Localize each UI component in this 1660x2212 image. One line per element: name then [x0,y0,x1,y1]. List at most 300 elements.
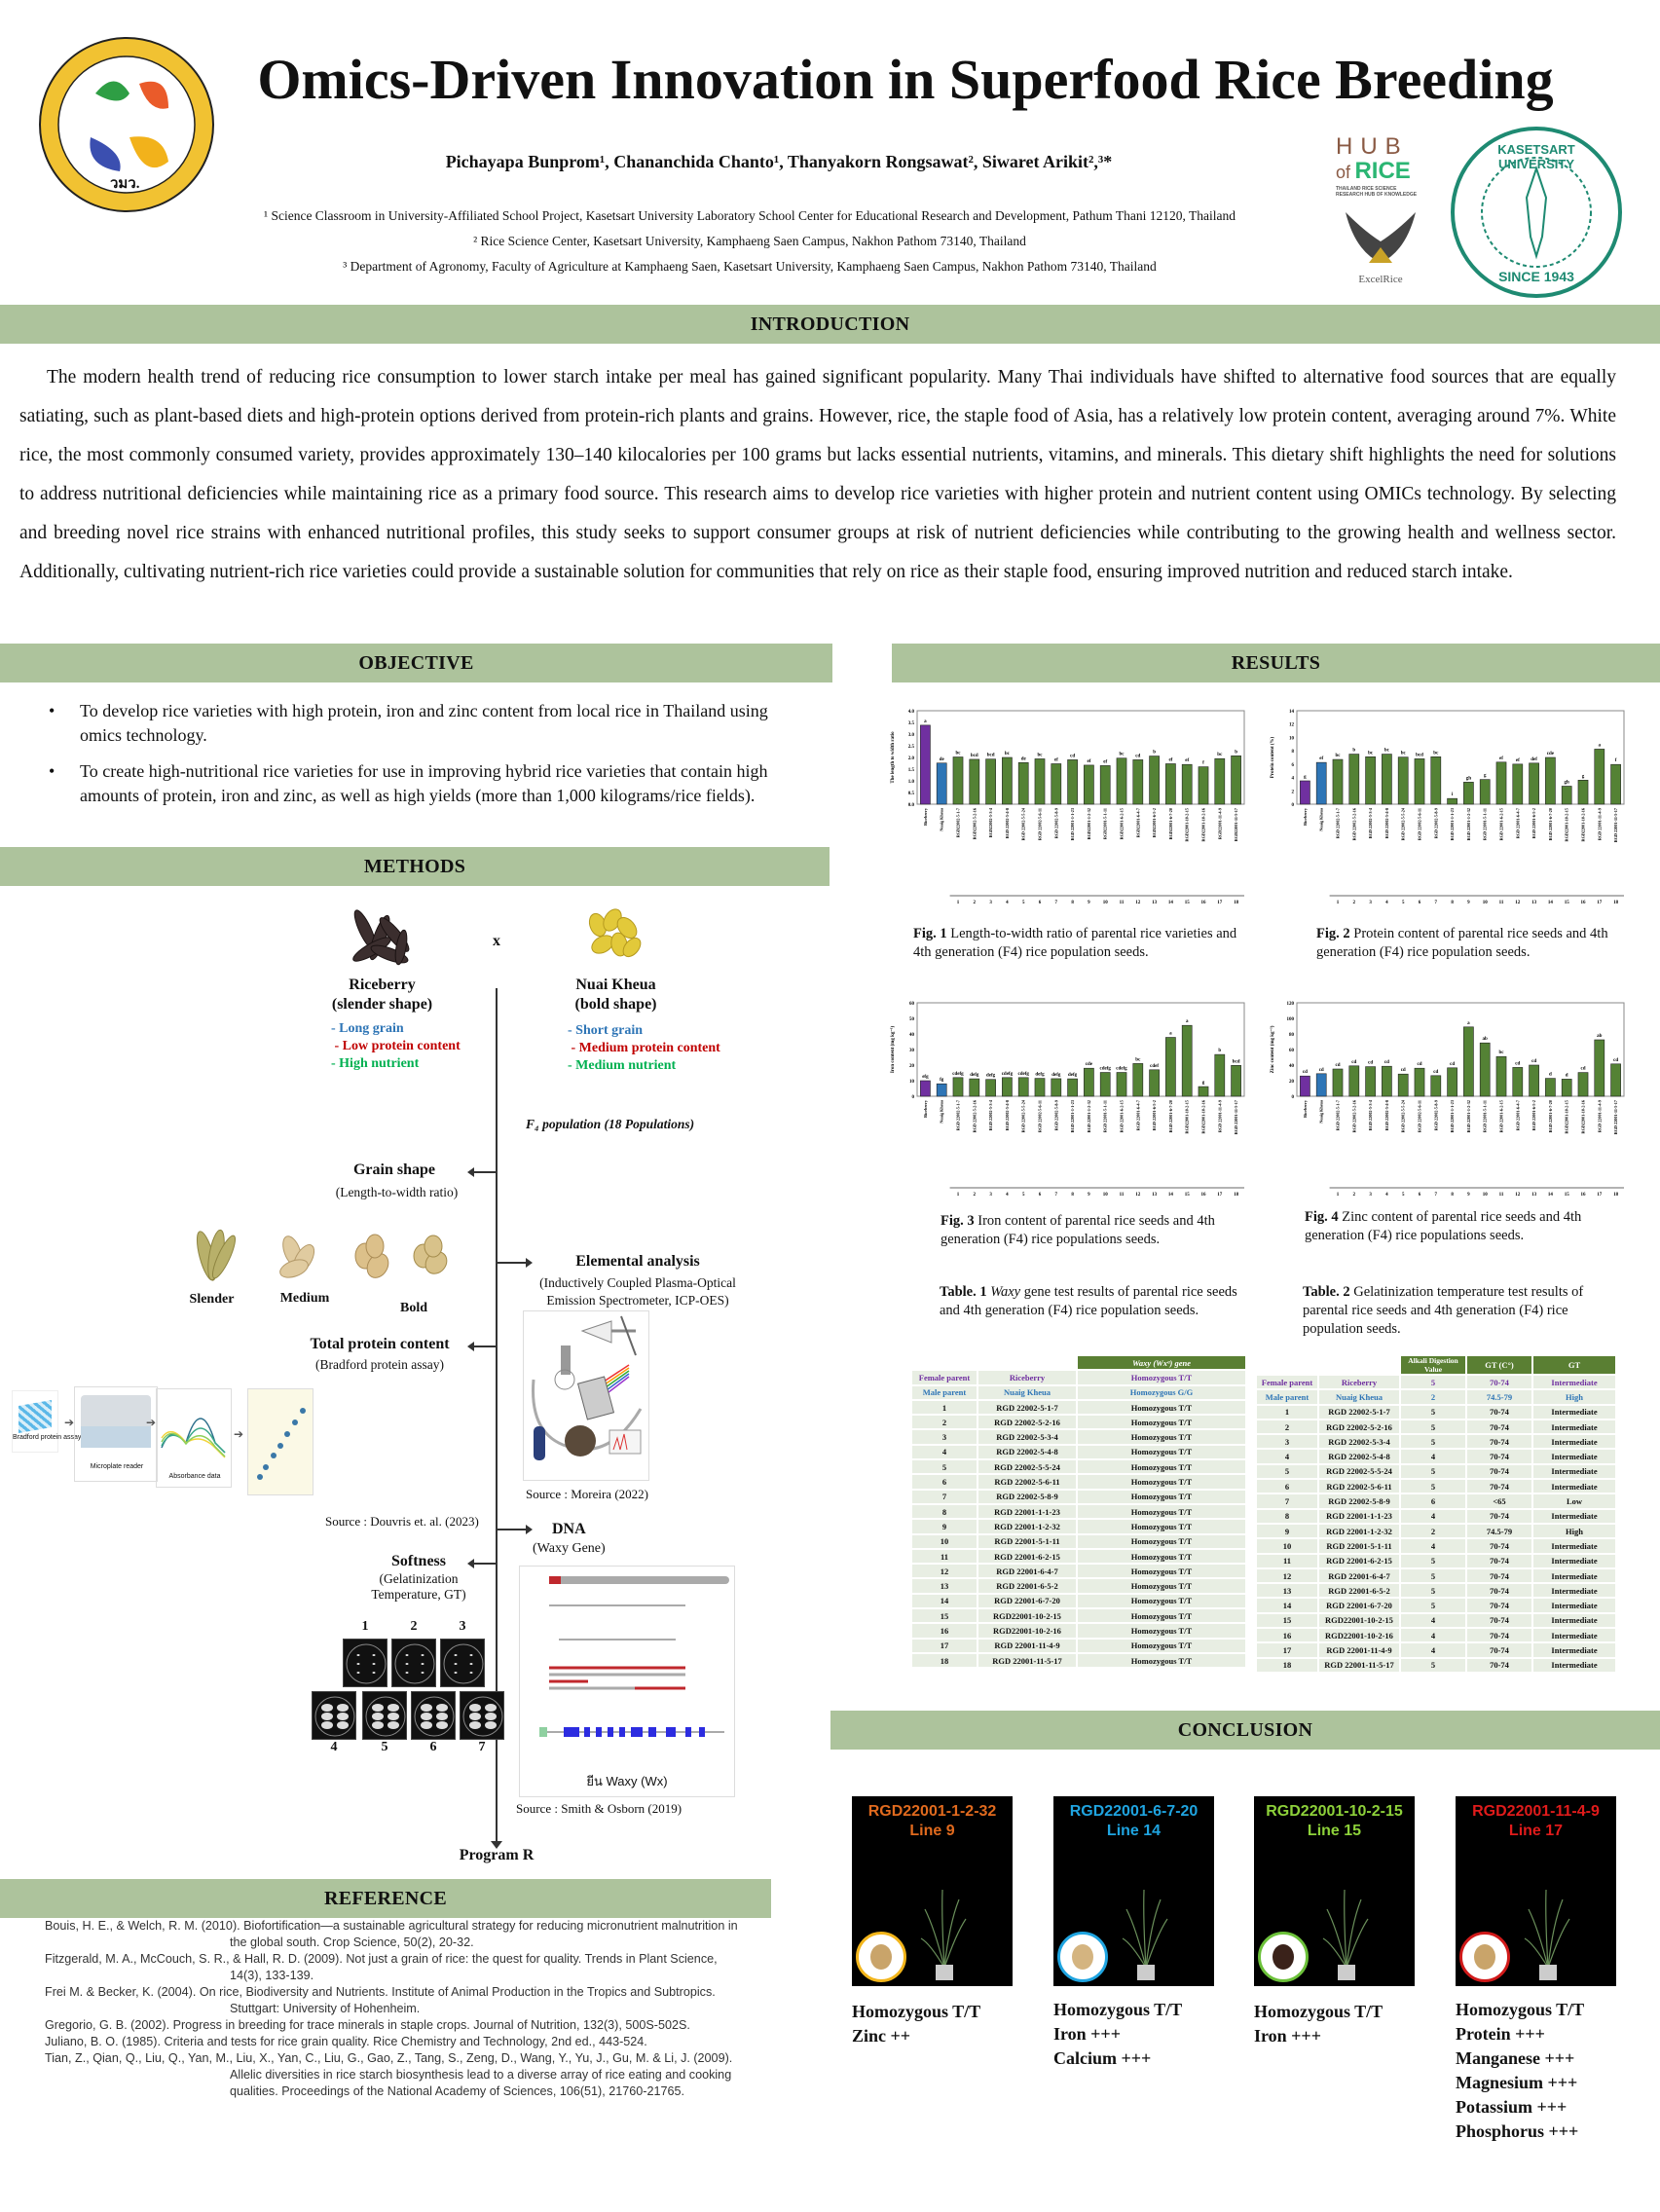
table-cell: 7 [1257,1494,1317,1507]
line-number: Line 9 [909,1823,955,1839]
bar [937,763,946,804]
table-cell: Homozygous T/T [1078,1505,1245,1518]
table-cell: Riceberry [978,1371,1076,1383]
bar-significance-label: ab [1482,1037,1488,1043]
bar [1480,1043,1490,1096]
table-row [1257,1480,1615,1493]
parent1-name: Riceberry [349,977,416,993]
x-category-label: RGD 22001-6-2-15 [1498,1100,1504,1133]
bar-significance-label: cd [1070,754,1076,759]
bar-significance-label: cd [1318,1067,1324,1073]
table-cell: 70-74 [1467,1584,1531,1597]
x-category-label: RGD 22002-5-2-16 [1351,808,1357,841]
x-line-number: 2 [1352,901,1356,905]
bar [1463,1027,1473,1096]
table-cell: 2 [1401,1525,1465,1537]
table-cell: RGD 22001-5-1-11 [978,1535,1076,1548]
table-row [912,1446,1245,1458]
bar-significance-label: bcd [970,753,978,758]
x-line-number: 8 [1071,1193,1074,1198]
table-cell: 12 [1257,1569,1317,1582]
x-line-number: 16 [1580,901,1586,905]
x-line-number: 6 [1038,1193,1042,1198]
bar-significance-label: defg [1035,1072,1045,1078]
arrow-softness [471,1563,496,1565]
table-cell: 4 [1401,1450,1465,1462]
parent1-shape: (slender shape) [331,996,433,1013]
bar-significance-label: bc [1119,752,1125,757]
y-axis-label: Iron content (mg kg⁻¹) [891,1025,896,1074]
x-line-number: 15 [1184,1193,1190,1198]
bar [920,725,930,804]
bar [1496,762,1506,804]
y-tick-label: 100 [1286,1017,1294,1022]
hub-logo-sub1: THAILAND RICE SCIENCE [1336,186,1397,192]
bar-significance-label: b [1352,748,1356,754]
bar [1150,756,1160,804]
table-cell: RGD 22002-5-3-4 [1319,1435,1399,1448]
x-category-label: Riceberry [1302,1100,1308,1118]
table-row [912,1550,1245,1563]
table-row [912,1475,1245,1488]
x-category-label: RGD22001-1-2-32 [1086,808,1091,840]
bar-significance-label: g [1581,774,1585,780]
bar-significance-label: ef [1499,756,1503,761]
bar-significance-label: de [1020,756,1026,762]
bar [1084,765,1093,804]
rice-plant-image [1112,1875,1180,1982]
bar-significance-label: cd [1383,1060,1389,1066]
table-cell: Homozygous T/T [1078,1654,1245,1667]
x-category-label: RGD 22002-5-5-24 [1020,808,1026,841]
bar-significance-label: cde [1085,1062,1093,1068]
table-cell: RGD 22001-6-5-2 [978,1579,1076,1592]
line-card [852,1796,1013,1986]
table-cell: 10 [912,1535,977,1548]
arrow-right-icon [526,1258,533,1268]
gt-plate-image [312,1691,356,1740]
trait-medium-protein: - Medium protein content [568,1041,720,1055]
table-row [1257,1510,1615,1523]
table-cell: Intermediate [1533,1599,1615,1611]
result-item: Zinc ++ [852,2026,911,2046]
table-cell: 11 [1257,1555,1317,1567]
table-row [912,1654,1245,1667]
plate-number: 5 [381,1740,388,1754]
grain-label-medium: Medium [279,1291,330,1306]
x-category-label: RGD 22002-5-1-7 [955,1100,961,1131]
bar-significance-label: ef [1185,758,1190,764]
x-category-label: RGD 22002-5-3-4 [988,1100,994,1131]
bar [1578,780,1588,804]
bar [1398,1074,1408,1096]
x-category-label: RGD 22001-6-7-20 [1547,808,1553,841]
table-cell: 1 [912,1401,977,1414]
x-category-label: RGD 22002-5-4-8 [1383,1100,1389,1131]
table-cell: Homozygous T/T [1078,1579,1245,1592]
y-tick-label: 12 [1289,722,1294,728]
y-tick-label: 3.0 [907,733,914,738]
table-row [1257,1614,1615,1627]
bar-significance-label: bc [1217,753,1223,758]
bradford-label: Bradford protein assay [13,1434,82,1441]
plate-number: 1 [361,1619,369,1634]
table-row [1257,1494,1615,1507]
bar-significance-label: d [1565,1073,1568,1079]
bar [1463,782,1473,804]
table2-header-gt: GT [1533,1356,1615,1374]
x-line-number: 9 [1088,1193,1090,1198]
table-cell: 13 [912,1579,977,1592]
chart-length-width-ratio [886,697,1256,917]
result-item: Potassium +++ [1456,2097,1568,2117]
bar [1366,1067,1376,1096]
table-cell: 7 [912,1491,977,1503]
table-cell: <65 [1467,1494,1531,1507]
table-cell: Homozygous T/T [1078,1416,1245,1428]
x-category-label: RGD22001-10-2-15 [1184,808,1190,842]
x-line-number: 5 [1021,1193,1025,1198]
bar [1448,798,1457,804]
table-cell: 10 [1257,1539,1317,1552]
x-category-label: RGD 22002-5-4-8 [1004,808,1010,839]
x-line-number: 4 [1006,901,1009,905]
line-number: Line 15 [1307,1823,1362,1839]
bar-significance-label: d [1549,1072,1552,1078]
table-cell: 5 [1401,1406,1465,1419]
table-cell: 4 [1401,1614,1465,1627]
table-cell: Intermediate [1533,1465,1615,1478]
table-cell: 74.5-79 [1467,1390,1531,1403]
x-line-number: 17 [1217,1193,1223,1198]
table-cell: Homozygous T/T [1078,1371,1245,1383]
table-cell: RGD 22001-11-4-9 [978,1640,1076,1652]
bar [1018,762,1028,804]
table-cell: RGD 22001-6-2-15 [1319,1555,1399,1567]
y-tick-label: 0 [1291,1095,1294,1100]
y-tick-label: 2.5 [907,745,914,750]
x-line-number: 10 [1102,1193,1108,1198]
hub-of-rice-logo [1336,134,1433,199]
bar-significance-label: de [939,756,944,762]
x-line-number: 3 [1369,901,1372,905]
trait-long-grain: - Long grain [331,1021,404,1036]
y-tick-label: 10 [909,1080,914,1085]
bar [1562,786,1571,804]
table1-header: Waxy (Wxᵃ) gene [1078,1356,1245,1369]
elemental-sub2: Emission Spectrometer, ICP-OES) [546,1293,729,1308]
table-cell: RGD 22001-1-1-23 [1319,1510,1399,1523]
table-row [912,1401,1245,1414]
table-cell: 70-74 [1467,1659,1531,1672]
bar-significance-label: b [1235,750,1237,756]
x-category-label: RGD22001-6-5-2 [1152,808,1158,838]
bar [1333,1069,1343,1096]
table-cell: RGD 22001-6-5-2 [1319,1584,1399,1597]
x-line-number: 8 [1451,901,1454,905]
plate-number: 2 [410,1619,418,1634]
bar [1232,756,1241,804]
table-cell: Intermediate [1533,1435,1615,1448]
arrow-left-icon [467,1167,474,1177]
table-cell: Female parent [1257,1376,1317,1388]
elemental-title: Elemental analysis [575,1253,700,1270]
bar [1002,1078,1012,1096]
table-cell: Low [1533,1494,1615,1507]
table-cell: Intermediate [1533,1569,1615,1582]
x-category-label: RGD22001-10-2-16 [1580,1100,1586,1134]
table-cell: 70-74 [1467,1510,1531,1523]
gt-plate-image [362,1691,407,1740]
table-cell: 4 [1401,1629,1465,1641]
bar [1035,1079,1045,1096]
program-r-label: Program R [459,1847,535,1863]
microplate-label: Microplate reader [90,1463,144,1470]
x-category-label: RGD 22001-1-1-23 [1070,1100,1076,1133]
result-item: Manganese +++ [1456,2048,1575,2068]
x-category-label: RGD 22001-5-1-11 [1482,808,1488,841]
bar-significance-label: cd [1450,1061,1456,1067]
softness-title: Softness [390,1553,446,1569]
table1-caption [940,1283,1241,1320]
x-category-label: RGD22001-6-2-15 [1119,808,1125,840]
icp-oes-diagram [523,1310,649,1481]
bar [1513,1067,1523,1096]
table-row [912,1386,1245,1399]
bar [1382,755,1391,804]
x-category-label: RGD 22001-11-4-9 [1597,1100,1603,1133]
table-cell: RGD22001-10-2-16 [1319,1629,1399,1641]
table-row [1257,1555,1615,1567]
trait-short-grain: - Short grain [568,1023,643,1038]
x-line-number: 8 [1451,1193,1454,1198]
bar-significance-label: gh [1564,780,1569,786]
chart-zinc-content [1266,989,1636,1209]
protein-sub: (Bradford protein assay) [315,1357,444,1372]
table-row [912,1535,1245,1548]
x-line-number: 2 [973,901,977,905]
bar [1431,756,1441,804]
x-category-label: RGD 22001-5-1-11 [1102,1100,1108,1133]
x-category-label: Riceberry [922,808,928,826]
bar-significance-label: f [1614,758,1617,764]
x-category-label: RGD 22001-1-2-32 [1465,1100,1471,1133]
left-logo-text: วมว. [110,176,140,192]
table-cell: RGD 22002-5-5-24 [978,1460,1076,1473]
arrow-right-icon [526,1525,533,1534]
fig3-text: Iron content of parental rice seeds and 4th generation (F4) rice populations seeds. [941,1213,1215,1247]
bar-significance-label: efg [922,1075,929,1080]
y-axis-label: Zinc content (mg kg⁻¹) [1271,1025,1275,1074]
objective-list [43,699,812,820]
table-cell: Homozygous T/T [1078,1430,1245,1443]
table-cell: 70-74 [1467,1435,1531,1448]
result-item: Homozygous T/T [852,2002,981,2021]
absorbance-chart-image [156,1388,232,1488]
arrow-protein [471,1346,496,1347]
x-line-number: 2 [973,1193,977,1198]
table-cell: Homozygous T/T [1078,1624,1245,1637]
methods-header: METHODS [0,847,830,886]
table-row [912,1624,1245,1637]
x-line-number: 12 [1515,901,1521,905]
bar-significance-label: defg [970,1073,979,1079]
y-tick-label: 6 [1291,762,1294,768]
result-item: Homozygous T/T [1254,2002,1383,2021]
x-line-number: 12 [1135,1193,1141,1198]
table-cell: 16 [1257,1629,1317,1641]
bar [1316,1074,1326,1096]
chart-iron-content [886,989,1256,1209]
table-row [1257,1539,1615,1552]
chart-svg [886,989,1256,1209]
x-category-label: RGD22001-11-5-17 [1234,808,1239,842]
table-cell: Homozygous T/T [1078,1595,1245,1607]
microplate-reader-image [74,1386,158,1482]
table-cell: RGD22001-10-2-16 [978,1624,1076,1637]
result-item: Homozygous T/T [1456,2000,1585,2019]
gt-plate-image [343,1639,387,1687]
bar-significance-label: cd [1335,1063,1341,1068]
table-cell: Intermediate [1533,1659,1615,1672]
table-cell: 70-74 [1467,1555,1531,1567]
x-line-number: 4 [1385,1193,1388,1198]
result-item: Protein +++ [1456,2024,1545,2044]
bar-significance-label: g [1304,775,1307,780]
x-category-label: RGD 22002-5-8-9 [1433,1100,1439,1131]
bar [1100,765,1110,804]
table-cell: 2 [1401,1390,1465,1403]
table-row [1257,1465,1615,1478]
softness-sub2: Temperature, GT) [371,1587,466,1602]
x-category-label: RGD 22001-1-2-32 [1086,1100,1091,1133]
x-category-label: Nuaig Kheua [1318,808,1324,831]
table-cell: RGD 22001-6-7-20 [1319,1599,1399,1611]
bar-significance-label: g [1201,1081,1205,1087]
plate-number: 6 [429,1740,437,1754]
x-category-label: RGD 22001-11-5-17 [1613,1100,1619,1135]
bar [1051,1079,1061,1096]
waxy-gene-table [910,1354,1247,1669]
x-category-label: RGD 22001-6-5-2 [1531,808,1537,839]
table-cell: RGD 22001-11-5-17 [978,1654,1076,1667]
x-line-number: 13 [1531,901,1537,905]
bar-significance-label: gh [1465,776,1472,782]
bar-significance-label: bc [1383,748,1389,754]
table-cell: RGD 22001-11-4-9 [1319,1643,1399,1656]
bar [1415,1068,1424,1096]
table-row [1257,1659,1615,1672]
table-row [912,1491,1245,1503]
y-tick-label: 14 [1289,710,1294,715]
table-cell: RGD 22002-5-6-11 [978,1475,1076,1488]
chart-protein-content [1266,697,1636,917]
gt-plate-image [440,1639,485,1687]
table-cell: Intermediate [1533,1629,1615,1641]
x-category-label: RGD22001-10-2-15 [1564,808,1569,842]
table2-caption [1303,1283,1614,1339]
table-cell: RGD 22002-5-3-4 [978,1430,1076,1443]
x-category-label: RGD 22002-5-8-9 [1053,808,1059,839]
step-arrow-icon: ➔ [234,1427,244,1441]
x-line-number: 11 [1498,901,1504,905]
table-cell: RGD 22002-5-8-9 [1319,1494,1399,1507]
x-category-label: RGD 22002-5-5-24 [1020,1100,1026,1133]
table-cell: RGD 22002-5-1-7 [978,1401,1076,1414]
arrow-grain-shape [471,1171,496,1173]
bar-significance-label: bc [1368,751,1374,756]
x-category-label: Riceberry [1302,808,1308,826]
x-category-label: RGD 22002-5-1-7 [1335,1100,1341,1131]
parent2-shape: (bold shape) [574,996,657,1013]
x-line-number: 11 [1119,1193,1125,1198]
table-cell: RGD22001-10-2-15 [978,1609,1076,1622]
y-tick-label: 0.5 [907,792,914,796]
bar-significance-label: bc [1335,754,1341,759]
bar [1133,759,1143,804]
bar-significance-label: cdefg [1001,1071,1014,1077]
line-code [1456,1802,1616,1841]
x-line-number: 7 [1054,901,1058,905]
bar [1611,1064,1621,1096]
plot-frame [1297,711,1624,804]
table-cell: Homozygous T/T [1078,1446,1245,1458]
rice-plant-image [910,1875,978,1982]
x-line-number: 7 [1434,1193,1438,1198]
plot-frame [917,1003,1244,1096]
x-category-label: Nuaig Kheua [939,1100,944,1124]
bar-significance-label: cd [1351,1059,1357,1065]
x-line-number: 12 [1135,901,1141,905]
bar-significance-label: fg [940,1078,944,1084]
x-line-number: 5 [1021,901,1025,905]
bar-significance-label: i [1451,793,1454,798]
table-cell: 5 [1401,1584,1465,1597]
table-row [912,1430,1245,1443]
results-header: RESULTS [892,644,1660,682]
x-line-number: 15 [1184,901,1190,905]
grain-shape-title: Grain shape [352,1161,435,1178]
x-category-label: RGD 22001-6-7-20 [1167,1100,1173,1133]
affiliation-1: ¹ Science Classroom in University-Affiliated School Project, Kasetsart University Laboratory School Center for Educational Research and Development, Pathum Thani 12120, Thailand [264,208,1236,223]
x-category-label: RGD 22001-1-1-23 [1450,808,1456,841]
y-tick-label: 40 [909,1033,914,1038]
reference-item: Frei M. & Becker, K. (2004). On rice, Biodiversity and Nutrients. Institute of Animal Production in the Tropics and Subtropics. Stuttgart: University of Hohenheim. [45,1985,716,2015]
parent1-traits [331,1020,461,1073]
bar [1182,764,1192,804]
table-cell: 5 [1401,1420,1465,1433]
line-number: Line 14 [1106,1823,1162,1839]
absorbance-label: Absorbance data [168,1473,221,1480]
x-line-number: 15 [1564,1193,1569,1198]
table-cell: 4 [1401,1643,1465,1656]
bar [1496,1056,1506,1096]
x-category-label: RGD 22002-5-5-24 [1400,1100,1406,1133]
seal-text-top: KASETSART UNIVERSITY [1497,142,1575,171]
x-category-label: RGD 22002-5-8-9 [1053,1100,1059,1131]
x-category-label: RGD 22002-5-4-8 [1383,808,1389,839]
x-line-number: 16 [1580,1193,1586,1198]
gt-plate-image [460,1691,504,1740]
fig1-text: Length-to-width ratio of parental rice varieties and 4th generation (F4) rice population seeds. [913,926,1237,960]
x-line-number: 2 [1352,1193,1356,1198]
table-cell: 5 [1401,1376,1465,1388]
bar [1300,1076,1310,1096]
bar [937,1084,946,1096]
seed-circle-image [856,1932,906,1982]
table-cell: 5 [1401,1435,1465,1448]
chart-svg [1266,989,1636,1209]
